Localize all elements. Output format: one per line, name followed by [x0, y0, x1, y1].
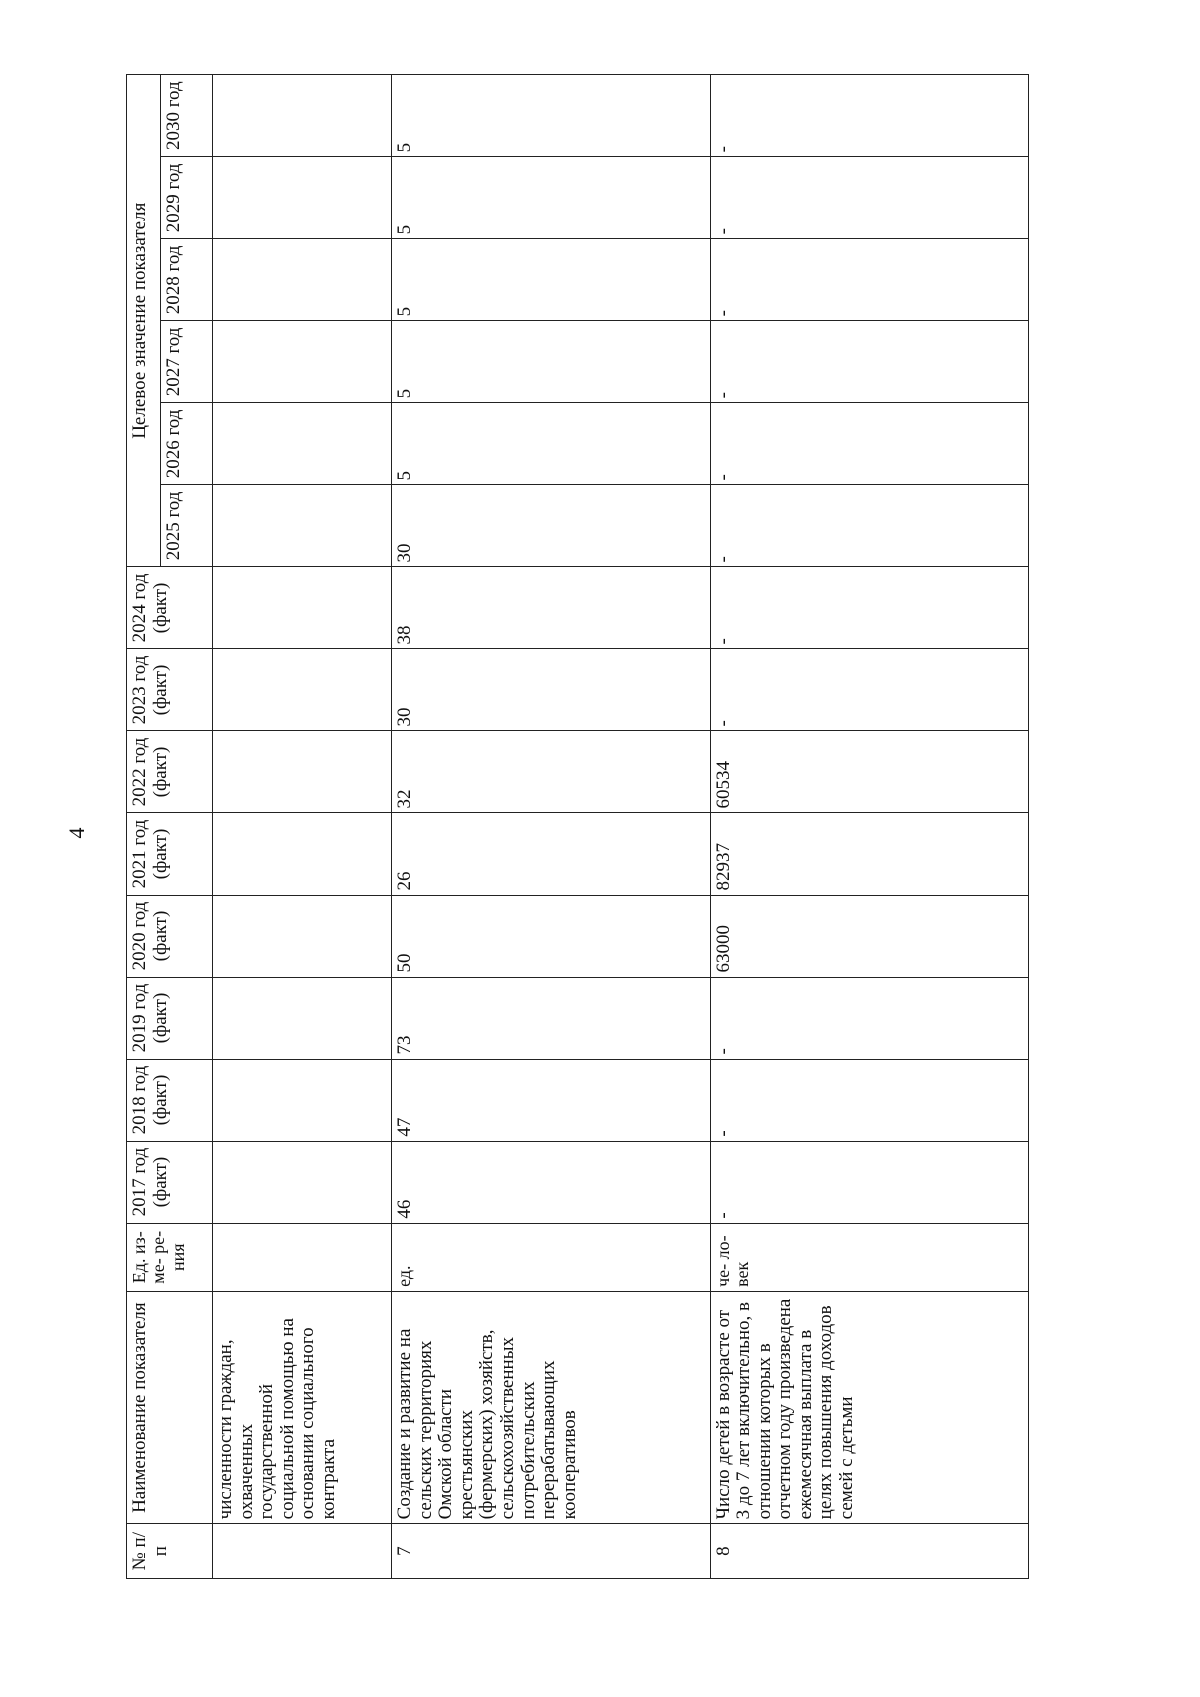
row-value: -	[710, 403, 1028, 485]
row-value	[213, 403, 392, 485]
row-name: Создание и развитие на сельских территориях Омской области крестьянских (фермерских) хозяйств, сельскохозяйственных потребительских перерабатывающих кооперативов	[392, 1291, 710, 1523]
row-num: 8	[710, 1524, 1028, 1579]
row-value: 60534	[710, 731, 1028, 813]
row-value: 30	[392, 649, 710, 731]
row-name: Число детей в возрасте от 3 до 7 лет включительно, в отношении которых в отчетном году произведена ежемесячная выплата в целях повышения доходов семей с детьми	[710, 1291, 1028, 1523]
row-name: численности граждан, охваченных государственной социальной помощью на основании социального контракта	[213, 1291, 392, 1523]
header-year-target: 2026 год	[161, 403, 213, 485]
row-value: 46	[392, 1141, 710, 1223]
row-value: 50	[392, 895, 710, 977]
row-unit: че- ло- век	[710, 1223, 1028, 1291]
row-value	[213, 813, 392, 895]
header-year-fact: 2020 год (факт)	[127, 895, 213, 977]
row-value: 26	[392, 813, 710, 895]
header-year-target: 2029 год	[161, 157, 213, 239]
row-value: 30	[392, 485, 710, 567]
row-value: -	[710, 649, 1028, 731]
header-year-fact: 2018 год (факт)	[127, 1059, 213, 1141]
row-value: -	[710, 485, 1028, 567]
row-value: 47	[392, 1059, 710, 1141]
header-name: Наименование показателя	[127, 1291, 213, 1523]
row-value: 5	[392, 403, 710, 485]
row-value: 82937	[710, 813, 1028, 895]
row-unit	[213, 1223, 392, 1291]
row-value: -	[710, 239, 1028, 321]
row-num: 7	[392, 1524, 710, 1579]
header-year-fact: 2017 год (факт)	[127, 1141, 213, 1223]
header-year-fact: 2019 год (факт)	[127, 977, 213, 1059]
header-year-fact: 2021 год (факт)	[127, 813, 213, 895]
header-num: № п/п	[127, 1524, 213, 1579]
row-value	[213, 75, 392, 157]
header-unit: Ед. из- ме- ре- ния	[127, 1223, 213, 1291]
row-unit: ед.	[392, 1223, 710, 1291]
header-target-group: Целевое значение показателя	[127, 75, 161, 567]
row-value: -	[710, 157, 1028, 239]
row-value: 63000	[710, 895, 1028, 977]
row-value	[213, 977, 392, 1059]
row-value: -	[710, 1059, 1028, 1141]
row-value: 5	[392, 239, 710, 321]
table-row	[710, 75, 1028, 1579]
row-value	[213, 321, 392, 403]
row-value	[213, 731, 392, 813]
row-value	[213, 1059, 392, 1141]
header-year-fact: 2022 год (факт)	[127, 731, 213, 813]
row-value: 5	[392, 75, 710, 157]
row-value: -	[710, 977, 1028, 1059]
row-value: 5	[392, 321, 710, 403]
row-value: -	[710, 75, 1028, 157]
row-value: 38	[392, 567, 710, 649]
row-value	[213, 1141, 392, 1223]
table-row	[213, 75, 392, 1579]
row-value	[213, 485, 392, 567]
header-year-target: 2027 год	[161, 321, 213, 403]
page-number: 4	[64, 827, 89, 839]
row-value: -	[710, 321, 1028, 403]
row-value	[213, 239, 392, 321]
header-year-target: 2028 год	[161, 239, 213, 321]
row-value: -	[710, 1141, 1028, 1223]
row-value	[213, 649, 392, 731]
header-year-fact: 2024 год (факт)	[127, 567, 213, 649]
indicators-table	[126, 74, 1029, 1579]
row-value: -	[710, 567, 1028, 649]
header-year-fact: 2023 год (факт)	[127, 649, 213, 731]
header-year-target: 2025 год	[161, 485, 213, 567]
header-year-target: 2030 год	[161, 75, 213, 157]
rotated-table-container	[126, 74, 1029, 1579]
row-value: 5	[392, 157, 710, 239]
row-value	[213, 567, 392, 649]
row-value	[213, 157, 392, 239]
row-value: 73	[392, 977, 710, 1059]
row-value	[213, 895, 392, 977]
table-row	[392, 75, 710, 1579]
row-value: 32	[392, 731, 710, 813]
row-num	[213, 1524, 392, 1579]
